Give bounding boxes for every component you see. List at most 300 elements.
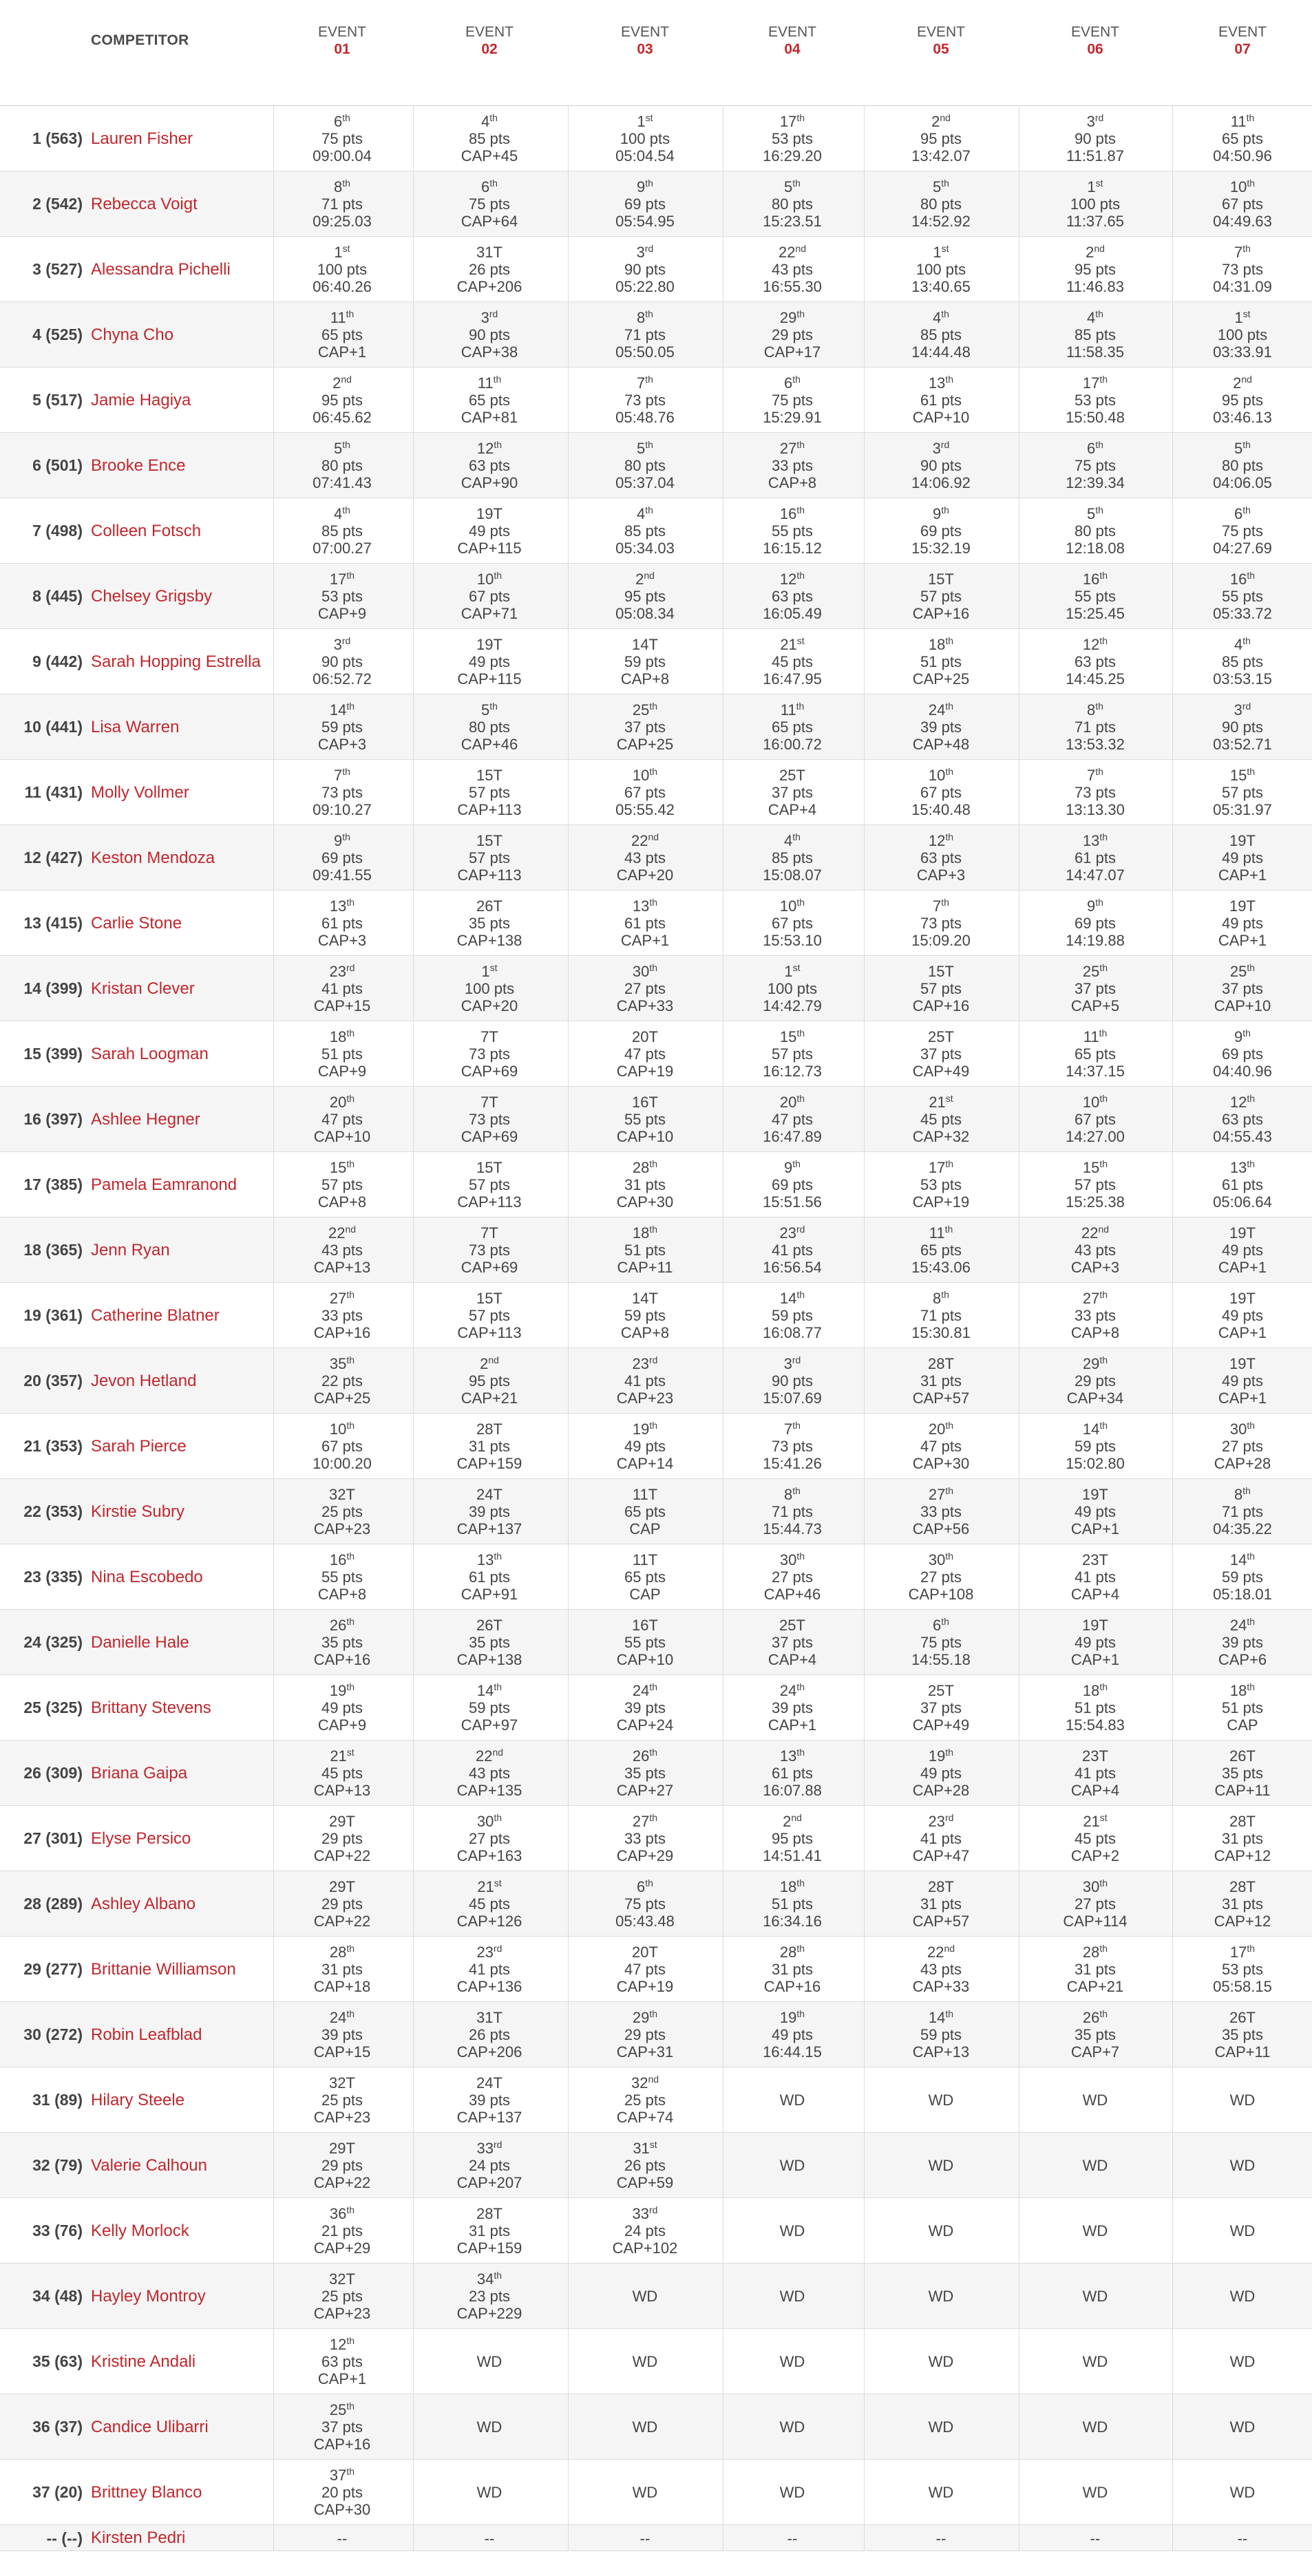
event-result-cell [421,629,558,694]
placement: 15T [476,1290,502,1307]
points: 49 pts [1075,1503,1116,1520]
score-time: 15:09.20 [911,932,971,949]
score-time: 14:45.25 [1066,670,1125,688]
athlete-name-link[interactable]: Briana Gaipa [91,1764,188,1782]
rank-points: 4 (525) [32,326,83,343]
rank-points: 16 (397) [23,1110,83,1128]
column-divider [1172,1348,1173,1413]
points: 37 pts [772,1634,813,1651]
placement-suffix: nd [644,570,655,581]
score-time: CAP+9 [317,1716,367,1734]
points: 73 pts [624,392,666,409]
points: 55 pts [1075,588,1116,605]
points: 69 pts [624,195,666,213]
points: 53 pts [321,588,363,605]
athlete-name-link[interactable]: Colleen Fotsch [91,522,202,540]
column-divider [1172,171,1173,236]
athlete-name-link[interactable]: Kirstie Subry [91,1502,185,1521]
athlete-name-link[interactable]: Kristan Clever [91,979,195,998]
column-divider [864,1871,865,1936]
event-result-cell [723,237,861,302]
column-divider [864,825,865,890]
athlete-name-link[interactable]: Jenn Ryan [91,1241,170,1259]
athlete-name-link[interactable]: Robin Leafblad [91,2025,202,2044]
placement: 26T [476,1617,502,1634]
placement: 6th [334,112,350,130]
placement-suffix: th [494,1551,502,1562]
points: 29 pts [321,2157,363,2174]
status-text: WD [779,2353,805,2370]
event-result-cell [273,1414,411,1479]
points: 59 pts [1222,1568,1263,1586]
event-result-cell [723,433,861,498]
status-text: WD [1229,2418,1256,2436]
placement-suffix: th [649,962,658,973]
column-divider [1172,694,1173,759]
score-time: 10:00.20 [313,1455,372,1472]
points: 71 pts [1075,718,1116,736]
athlete-name-link[interactable]: Chyna Cho [91,326,174,344]
points: 51 pts [1222,1699,1263,1716]
placement-suffix: st [342,243,350,254]
placement: 23rd [329,962,355,980]
placement: 14T [632,636,658,653]
points: 49 pts [1075,1634,1116,1651]
athlete-name-link[interactable]: Sarah Hopping Estrella [91,652,261,671]
athlete-name-link[interactable]: Molly Vollmer [91,783,189,802]
placement-suffix: st [1095,178,1103,189]
placement-suffix: th [342,439,350,450]
status-text: -- [1090,2529,1101,2547]
athlete-name-link[interactable]: Pamela Eamranond [91,1175,237,1194]
placement-suffix: th [494,570,502,581]
placement: 5th [1234,439,1251,457]
column-divider [864,1610,865,1674]
score-time: CAP+4 [768,801,817,818]
athlete-name-link[interactable]: Brittany Stevens [91,1699,211,1717]
event-result-cell [273,237,411,302]
column-divider [864,1283,865,1348]
score-time: CAP+2 [1070,1847,1120,1864]
column-divider [864,368,865,432]
column-divider [568,1741,569,1805]
placement-suffix: nd [492,1747,504,1758]
placement: 4th [637,504,653,522]
placement-suffix: rd [489,308,498,319]
placement: 18th [632,1224,658,1242]
event-result-cell [872,106,1010,171]
placement-suffix: th [796,1681,805,1692]
column-divider [1172,106,1173,171]
placement-suffix: th [346,1028,355,1039]
athlete-name-link[interactable]: Jamie Hagiya [91,391,191,409]
athlete-name-link[interactable]: Hayley Montroy [91,2287,206,2306]
placement: 10th [632,766,658,784]
placement: 15th [329,1158,355,1176]
column-divider [413,2329,414,2394]
placement-suffix: th [346,1289,355,1300]
score-time: 04:35.22 [1213,1520,1272,1537]
points: 73 pts [469,1242,510,1259]
athlete-name-link[interactable]: Chelsey Grigsby [91,587,213,606]
column-divider [568,1544,569,1609]
event-result-cell [1026,629,1164,694]
event-result-cell [273,1675,411,1741]
column-divider [864,2002,865,2067]
event-result-cell [723,1675,861,1741]
points: 35 pts [1222,1765,1263,1782]
column-divider [568,1152,569,1217]
points: 31 pts [920,1372,962,1390]
status-text: WD [779,2157,805,2174]
column-divider [413,302,414,367]
points: 41 pts [1075,1765,1116,1782]
rank-points: 24 (325) [23,1633,83,1651]
placement: 11th [780,701,805,718]
score-time: CAP+32 [912,1128,970,1145]
athlete-name-link[interactable]: Ashley Albano [91,1895,196,1913]
rank-points: 26 (309) [23,1764,83,1782]
event-result-cell [421,694,558,760]
placement: 1st [784,962,801,980]
score-time: CAP+16 [763,1978,821,1995]
placement: 19T [1082,1486,1108,1503]
placement-suffix: nd [791,1812,802,1823]
status-text: WD [476,2484,502,2501]
placement: 11th [1083,1028,1108,1045]
placement: 28T [928,1878,954,1895]
competitor-column-header[interactable]: COMPETITOR [91,32,189,48]
points: 31 pts [469,2222,510,2239]
column-divider [1172,302,1173,367]
score-time: 04:50.96 [1213,147,1272,164]
score-time: CAP+206 [456,278,522,295]
placement-suffix: th [1247,570,1256,581]
score-time: CAP+3 [317,736,367,753]
points: 43 pts [321,1242,363,1259]
event-result-cell [421,2198,558,2264]
score-time: 16:00.72 [763,736,822,753]
athlete-name-link[interactable]: Lisa Warren [91,718,180,736]
points: 90 pts [920,457,962,474]
score-time: CAP+8 [317,1193,367,1211]
score-time: 05:22.80 [615,278,675,295]
column-divider [1172,433,1173,498]
table-row [0,1348,1312,1414]
column-divider [1172,1675,1173,1740]
placement-suffix: th [1099,1093,1108,1104]
points: 57 pts [920,980,962,997]
points: 47 pts [920,1438,962,1455]
table-row [0,891,1312,956]
athlete-name-link[interactable]: Nina Escobedo [91,1568,203,1586]
event-result-cell [576,2133,714,2198]
column-divider [1172,1479,1173,1544]
status-text: WD [1082,2222,1108,2239]
placement: 25T [779,1617,805,1634]
event-result-cell [576,694,714,760]
athlete-name-link[interactable]: Catherine Blatner [91,1306,220,1325]
athlete-name-link[interactable]: Brittney Blanco [91,2483,202,2502]
column-divider [568,1479,569,1544]
score-time: 03:46.13 [1213,409,1272,426]
rank-points: 13 (415) [23,914,83,932]
score-time: CAP+15 [313,2043,371,2061]
points: 67 pts [1222,195,1263,213]
placement: 27th [928,1485,954,1503]
placement: 7th [784,1420,801,1438]
placement: 2nd [332,374,352,392]
event-result-cell [1174,564,1311,629]
event-result-cell [576,1610,714,1675]
table-row [0,694,1312,760]
column-divider [864,106,865,171]
placement: 26T [1229,2009,1256,2026]
column-divider [568,1348,569,1413]
placement: 3rd [1234,701,1251,718]
score-time: CAP+23 [313,1520,371,1537]
points: 69 pts [1222,1045,1263,1063]
column-divider [413,1021,414,1086]
event-result-cell [1174,1871,1311,1937]
column-divider [413,564,414,628]
event-result-cell [1026,1217,1164,1283]
placement: 10th [1229,178,1256,195]
points: 65 pts [1222,130,1263,147]
column-divider [1172,564,1173,628]
score-time: 03:53.15 [1213,670,1272,688]
placement: 4th [784,831,801,849]
table-row [0,956,1312,1021]
score-time: 14:47.07 [1066,866,1125,884]
points: 69 pts [321,849,363,866]
athlete-name-link[interactable]: Jevon Hetland [91,1372,197,1390]
placement-suffix: th [1095,701,1103,712]
event-result-cell [1026,2394,1164,2460]
points: 53 pts [1222,1961,1263,1978]
column-divider [864,1021,865,1086]
score-time: CAP+9 [317,1063,367,1080]
event-result-cell [723,2198,861,2264]
athlete-name-link[interactable]: Ashlee Hegner [91,1110,200,1129]
points: 55 pts [321,1568,363,1586]
athlete-name-link[interactable]: Sarah Loogman [91,1045,209,1063]
event-result-cell [872,1021,1010,1087]
points: 71 pts [772,1503,813,1520]
rank-points: 35 (63) [32,2352,83,2370]
column-divider [413,825,414,890]
score-time: CAP+4 [768,1651,817,1668]
placement-suffix: th [346,308,355,319]
placement-suffix: th [489,178,498,189]
placement-suffix: th [649,1224,658,1235]
event-result-cell [1026,1675,1164,1741]
points: 37 pts [1222,980,1263,997]
placement-suffix: th [346,2204,355,2215]
points: 75 pts [624,1895,666,1913]
placement: 16T [632,1094,658,1111]
event-result-cell [1026,171,1164,237]
placement-suffix: rd [494,1943,502,1954]
points: 67 pts [624,784,666,801]
score-time: CAP+11 [1214,2043,1271,2061]
event-result-cell [576,1675,714,1741]
placement-suffix: st [649,2139,657,2150]
table-row [0,2525,1312,2551]
table-row [0,498,1312,564]
placement-suffix: st [346,1747,355,1758]
placement: 21st [780,635,805,653]
column-divider [413,1414,414,1478]
athlete-name-link[interactable]: Rebecca Voigt [91,195,198,213]
score-time: 15:32.19 [911,540,971,557]
placement: 1st [933,243,949,261]
event-result-cell [421,1741,558,1806]
placement: 28T [476,1420,502,1438]
status-text: WD [779,2418,805,2436]
placement: 15T [476,1159,502,1176]
event-result-cell [1174,2329,1311,2394]
event-result-cell [1174,237,1311,302]
score-time: 14:55.18 [911,1651,971,1668]
athlete-name-link[interactable]: Brittanie Williamson [91,1960,236,1979]
points: 59 pts [1075,1438,1116,1455]
points: 100 pts [464,980,515,997]
athlete-name-link[interactable]: Lauren Fisher [91,129,193,148]
event-result-cell [273,368,411,433]
score-time: CAP+90 [461,474,518,491]
points: 33 pts [772,457,813,474]
column-divider [1172,1152,1173,1217]
column-divider [1172,891,1173,955]
placement: 22nd [475,1747,504,1765]
event-result-cell [421,171,558,237]
event-result-cell [273,1021,411,1087]
points: 37 pts [624,718,666,736]
placement: 3rd [932,439,950,457]
score-time: CAP+163 [456,1847,522,1864]
placement-suffix: th [494,439,502,450]
score-time: 13:42.07 [911,147,971,164]
points: 80 pts [1075,522,1116,540]
placement-suffix: th [645,178,653,189]
athlete-name-link[interactable]: Sarah Pierce [91,1437,187,1456]
placement: 13th [476,1551,502,1568]
event-result-cell [273,825,411,891]
points: 27 pts [1075,1895,1116,1913]
points: 90 pts [624,261,666,278]
score-time: CAP+48 [912,736,970,753]
event-result-cell [576,1871,714,1937]
athlete-name-link[interactable]: Kelly Morlock [91,2222,189,2240]
placement-suffix: th [1247,962,1256,973]
event-result-cell [723,498,861,564]
event-result-cell [421,2133,558,2198]
score-time: CAP+10 [616,1128,674,1145]
event-result-cell [872,694,1010,760]
event-result-cell [1026,1283,1164,1348]
athlete-name-link[interactable]: Alessandra Pichelli [91,260,231,279]
event-result-cell [1174,2002,1311,2067]
athlete-name-link[interactable]: Elyse Persico [91,1829,191,1848]
placement: 3rd [1086,112,1104,130]
placement: 7T [480,1224,498,1242]
points: 73 pts [469,1045,510,1063]
placement-suffix: th [1242,1028,1251,1039]
column-divider [413,1675,414,1740]
athlete-name-link[interactable]: Candice Ulibarri [91,2418,209,2436]
athlete-name-link[interactable]: Keston Mendoza [91,849,215,867]
event-result-cell [421,498,558,564]
score-time: 06:52.72 [313,670,372,688]
placement: 23T [1082,1747,1108,1765]
athlete-name-link[interactable]: Valerie Calhoun [91,2156,207,2175]
points: 26 pts [469,2026,510,2043]
score-time: CAP+159 [456,1455,522,1472]
score-time: CAP+7 [1070,2043,1120,2061]
points: 63 pts [469,457,510,474]
athlete-name-link[interactable]: Brooke Ence [91,456,186,475]
placement-suffix: rd [796,1224,805,1235]
score-time: 13:13.30 [1066,801,1125,818]
placement: 14th [928,2008,954,2026]
placement-suffix: st [945,1093,953,1104]
athlete-name-link[interactable]: Hilary Steele [91,2091,185,2109]
score-time: 15:29.91 [763,409,822,426]
event-result-cell [576,2525,714,2551]
points: 20 pts [321,2484,363,2501]
event-result-cell [872,1479,1010,1544]
placement-suffix: th [796,1747,805,1758]
athlete-name-link[interactable]: Kristine Andali [91,2352,196,2371]
athlete-name-link[interactable]: Kirsten Pedri [91,2529,186,2547]
score-time: CAP+206 [456,2043,522,2061]
score-time: 11:46.83 [1066,278,1124,295]
score-time: CAP+137 [456,1520,522,1537]
status-text: WD [476,2418,502,2436]
placement: 7T [480,1028,498,1045]
placement: 18th [928,635,954,653]
points: 95 pts [321,392,363,409]
column-divider [413,2002,414,2067]
athlete-name-link[interactable]: Carlie Stone [91,914,182,933]
score-time: 09:00.04 [313,147,372,164]
placement-suffix: th [796,2008,805,2019]
column-divider [568,1217,569,1282]
event-result-cell [576,891,714,956]
placement-suffix: rd [494,2139,502,2150]
score-time: CAP+3 [1070,1259,1120,1276]
event-result-cell [723,1610,861,1675]
rank-points: 25 (325) [23,1699,83,1716]
points: 63 pts [920,849,962,866]
placement: 28th [779,1943,805,1961]
placement-suffix: th [1099,1028,1108,1039]
score-time: CAP+8 [620,670,670,688]
points: 39 pts [920,718,962,736]
athlete-name-link[interactable]: Danielle Hale [91,1633,189,1652]
score-time: CAP+25 [912,670,970,688]
placement: 2nd [1233,374,1252,392]
event-result-cell [576,2264,714,2329]
column-divider [864,2460,865,2524]
score-time: CAP+113 [457,1193,522,1211]
points: 26 pts [624,2157,666,2174]
column-divider [864,171,865,236]
score-time: CAP+9 [317,605,367,622]
event-result-cell [421,1152,558,1217]
score-time: CAP+10 [1214,997,1271,1014]
